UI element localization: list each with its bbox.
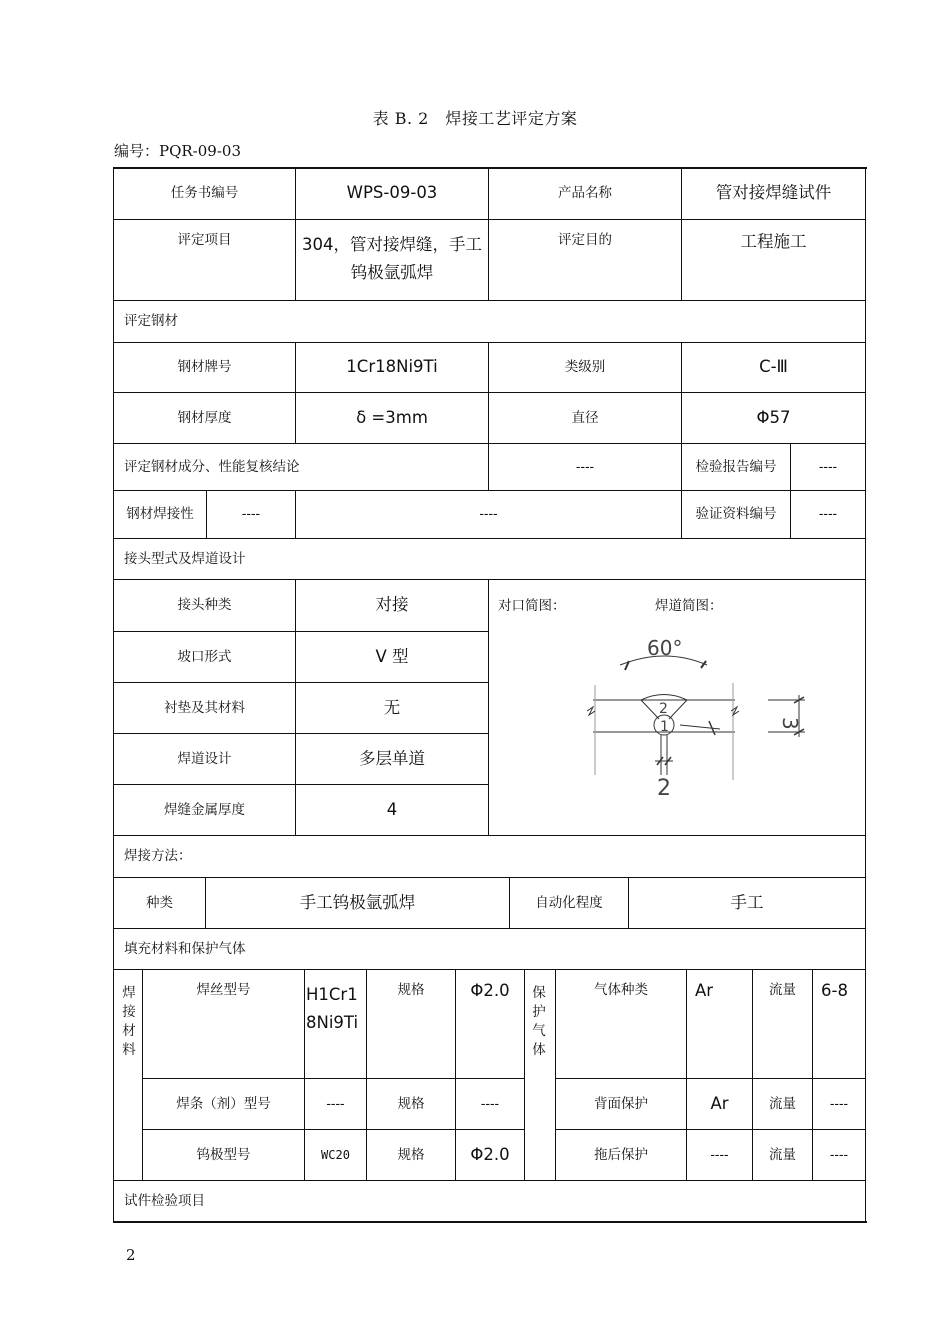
trail-flow-label: 流量: [769, 1146, 796, 1163]
verify-number-label: 验证资料编号: [695, 506, 777, 523]
page-title: 表 B. 2 焊接工艺评定方案: [372, 109, 578, 128]
trail-protection-value: ----: [710, 1146, 729, 1163]
gas-flow-label: 流量: [769, 982, 796, 998]
weldability-value-b: ----: [479, 506, 498, 523]
gas-kind-label: 气体种类: [594, 982, 648, 998]
joint-type-label: 接头种类: [177, 597, 232, 614]
automation-label: 自动化程度: [535, 894, 603, 911]
trail-protection-label: 拖后保护: [594, 1146, 648, 1163]
method-kind-label: 种类: [146, 894, 173, 911]
method-section-heading: 焊接方法：: [124, 848, 192, 865]
tungsten-spec-label: 规格: [397, 1146, 425, 1163]
weldability-label: 钢材焊接性: [126, 506, 194, 523]
steel-thickness-value: δ =3mm: [356, 407, 428, 427]
document-number: 编号：PQR-09-03: [114, 142, 241, 160]
back-protection-value: Ar: [710, 1093, 729, 1113]
joint-section-heading: 接头型式及焊道设计: [124, 550, 246, 567]
report-number-value: ----: [818, 458, 838, 475]
sketch-angle-label: 60°: [647, 636, 683, 660]
tungsten-spec-value: Φ2.0: [470, 1144, 510, 1164]
wire-model-value: H1Cr18Ni9Ti: [306, 985, 359, 1032]
pass-design-label: 焊道设计: [177, 750, 232, 767]
steel-grade-value: 1Cr18Ni9Ti: [346, 357, 438, 377]
automation-value: 手工: [730, 892, 764, 912]
product-name-label: 产品名称: [558, 185, 612, 202]
steel-grade-label: 钢材牌号: [177, 359, 232, 376]
diameter-label: 直径: [571, 409, 599, 426]
joint-type-value: 对接: [375, 595, 409, 615]
sketch-gap-label: 2: [657, 776, 671, 801]
rod-spec-value: ----: [480, 1095, 500, 1112]
report-number-label: 检验报告编号: [695, 458, 777, 475]
steel-class-value: C-Ⅲ: [759, 357, 788, 377]
rod-spec-label: 规格: [397, 1095, 425, 1112]
task-number-label: 任务书编号: [170, 185, 239, 202]
composition-label: 评定钢材成分、性能复核结论: [124, 458, 300, 475]
diameter-value: Φ57: [756, 407, 791, 427]
rod-model-label: 焊条（剂）型号: [176, 1095, 271, 1112]
weldability-value-a: ----: [241, 506, 261, 523]
eval-item-value: 304，管对接焊缝，手工钨极氩弧焊: [302, 235, 482, 282]
back-protection-label: 背面保护: [594, 1095, 648, 1112]
weld-metal-thickness-label: 焊缝金属厚度: [164, 801, 245, 818]
pass-sketch-label: 焊道简图：: [655, 598, 723, 614]
steel-section-heading: 评定钢材: [124, 313, 178, 330]
shield-gas-group-label: 保 护 气 体: [532, 985, 546, 1058]
sketch-pass-1-label: 1: [660, 719, 669, 735]
method-kind-value: 手工钨极氩弧焊: [299, 892, 416, 912]
product-name-value: 管对接焊缝试件: [715, 183, 832, 203]
steel-class-label: 类级别: [564, 359, 606, 376]
welding-material-group-label: 焊 接 材 料: [122, 985, 136, 1058]
gas-kind-value: Ar: [695, 981, 714, 1000]
eval-purpose-label: 评定目的: [558, 232, 612, 248]
groove-sketch-label: 对口简图：: [498, 598, 566, 614]
sketch-thickness-label: 3: [778, 717, 802, 730]
groove-form-value: V 型: [375, 646, 409, 666]
weld-metal-thickness-value: 4: [386, 799, 398, 819]
rod-model-value: ----: [326, 1095, 345, 1112]
weld-joint-sketch: [575, 625, 835, 801]
tungsten-model-label: 钨极型号: [196, 1146, 251, 1163]
wire-spec-value: Φ2.0: [470, 981, 510, 1000]
back-flow-label: 流量: [769, 1095, 796, 1112]
wire-spec-label: 规格: [397, 982, 425, 998]
sketch-pass-2-label: 2: [659, 701, 668, 717]
eval-item-label: 评定项目: [177, 232, 232, 248]
tungsten-model-value: WC20: [321, 1147, 350, 1162]
trail-flow-value: ----: [829, 1146, 849, 1163]
back-flow-value: ----: [829, 1095, 849, 1112]
verify-number-value: ----: [818, 506, 838, 523]
steel-thickness-label: 钢材厚度: [177, 409, 232, 426]
backing-value: 无: [383, 697, 401, 717]
eval-purpose-value: 工程施工: [740, 232, 807, 251]
wire-model-label: 焊丝型号: [196, 982, 251, 998]
pass-design-value: 多层单道: [359, 748, 425, 768]
filler-section-heading: 填充材料和保护气体: [124, 940, 246, 957]
composition-value: ----: [575, 458, 595, 475]
groove-form-label: 坡口形式: [177, 648, 232, 665]
page-number: 2: [126, 1246, 136, 1264]
task-number-value: WPS-09-03: [346, 183, 438, 203]
backing-label: 衬垫及其材料: [164, 699, 245, 716]
gas-flow-value: 6-8: [821, 981, 848, 1000]
inspection-section-heading: 试件检验项目: [124, 1192, 205, 1209]
